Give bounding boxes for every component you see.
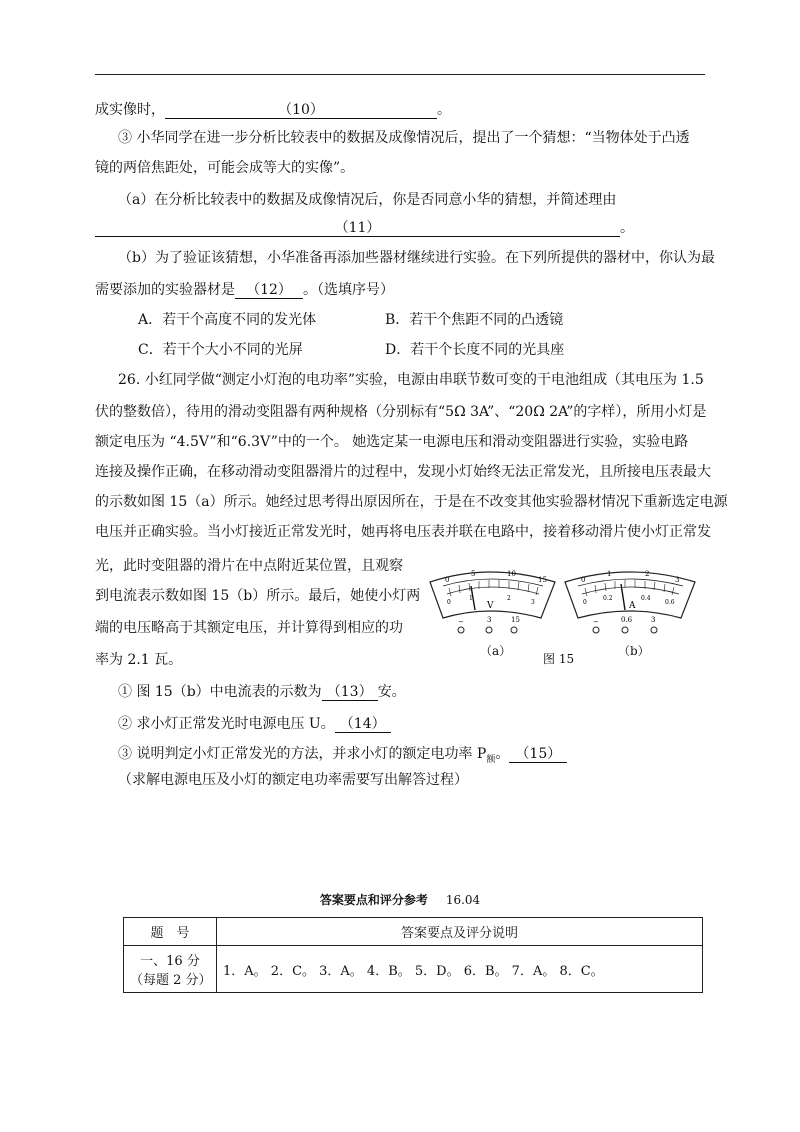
scale-label: 0.2 [603, 595, 613, 602]
figure-caption: 图 15 [543, 652, 575, 666]
option-c[interactable]: C．若干个大小不同的光屏 [138, 342, 303, 358]
table-row [124, 918, 703, 946]
answer-table [123, 917, 703, 993]
scale-label: 5 [471, 570, 476, 578]
figure-15 [425, 560, 707, 680]
figure-label-a: （a） [480, 644, 512, 658]
unit-label: V [487, 601, 494, 611]
q26-line: 的示数如图 15（a）所示。她经过思考得出原因所在，于是在不改变其他实验器材情况下重新选定电源 [95, 494, 728, 510]
terminal-label: 15 [511, 616, 520, 624]
q25-line-blank10: 成实像时， （10） 。 [95, 102, 451, 118]
scale-label: 0 [581, 576, 586, 584]
answer-blank-15[interactable]: （15） [509, 746, 567, 763]
q26-sub1: ① 图 15（b）中电流表的示数为 （13） 安。 [118, 684, 406, 700]
scale-label: 1 [469, 595, 473, 602]
scale-label: 2 [645, 570, 650, 578]
scale-label: 0 [445, 576, 450, 584]
table-cell: 一、16 分 （每题 2 分） [124, 946, 217, 993]
terminal-icon [511, 627, 517, 633]
option-d[interactable]: D．若干个长度不同的光具座 [385, 342, 565, 358]
scale-label: 0.4 [641, 595, 651, 602]
q25-line-blank11: （11） 。 [95, 218, 634, 238]
option-a[interactable]: A．若干个高度不同的发光体 [138, 312, 317, 328]
unit-label: A [629, 601, 636, 611]
q26-line: 伏的整数倍），待用的滑动变阻器有两种规格（分别标有“5Ω 3A”、“20Ω 2A”的字样），所用小灯是 [95, 404, 707, 420]
answer-key-title: 答案要点和评分参考 16.04 [319, 893, 481, 907]
table-row [124, 946, 703, 993]
q26-sub2: ② 求小灯正常发光时电源电压 U。 （14） [118, 714, 391, 734]
q25-part3-line1: ③ 小华同学在进一步分析比较表中的数据及成像情况后，提出了一个猜想：“当物体处于凸透 [118, 130, 690, 146]
q26-line: 额定电压为 “4.5V”和“6.3V”中的一个。 她选定某一电源电压和滑动变阻器进行实验，实验电路 [95, 434, 689, 450]
scale-label: 2 [507, 595, 511, 602]
scale-label: 0 [583, 599, 587, 606]
q26-line: 光，此时变阻器的滑片在中点附近某位置，且观察 [95, 558, 403, 574]
terminal-label: − [593, 618, 599, 626]
terminal-icon [651, 627, 657, 633]
answer-blank-13[interactable]: （13） [322, 684, 378, 701]
terminal-label: 3 [651, 616, 656, 624]
option-b[interactable]: B．若干个焦距不同的凸透镜 [385, 312, 564, 328]
terminal-icon [486, 627, 492, 633]
scale-label: 1 [607, 570, 612, 578]
table-cell: 1．A。 2．C。 3．A。 4．B。 5．D。 6．B。 7．A。 8．C。 [217, 946, 703, 993]
q26-line: 电压并正确实验。当小灯接近正常发光时，她再将电压表并联在电路中，接着移动滑片使小灯正常发 [95, 524, 711, 540]
q26-line: 26. 小红同学做“测定小灯泡的电功率”实验，电源由串联节数可变的干电池组成（其电压为 1.5 [118, 372, 704, 388]
top-rule [95, 74, 705, 75]
q25-part-a: （a）在分析比较表中的数据及成像情况后，你是否同意小华的猜想，并简述理由 [118, 192, 617, 208]
q26-line: 到电流表示数如图 15（b）所示。最后，她使小灯两 [95, 588, 421, 604]
terminal-icon [622, 627, 628, 633]
terminal-label: 0.6 [621, 616, 633, 624]
q26-line: 端的电压略高于其额定电压，并计算得到相应的功 [95, 620, 403, 636]
scale-label: 10 [507, 570, 516, 578]
terminal-icon [593, 627, 599, 633]
answer-blank-10[interactable]: （10） [165, 102, 437, 119]
scale-label: 0.6 [665, 599, 675, 606]
scale-label: 0 [447, 599, 451, 606]
header-cell: 答案要点及评分说明 [217, 918, 703, 946]
q26-note: （求解电源电压及小灯的额定电功率需要写出解答过程） [118, 772, 468, 788]
header-cell: 题 号 [124, 918, 217, 946]
terminal-icon [458, 627, 464, 633]
voltmeter-a [430, 570, 555, 633]
ammeter-b [565, 570, 695, 633]
terminal-label: − [458, 618, 464, 626]
terminal-label: 3 [487, 616, 492, 624]
q25-part-b-line2: 需要添加的实验器材是 （12） 。（选填序号） [95, 282, 394, 298]
answer-key-date: 16.04 [445, 893, 481, 907]
scale-label: 15 [538, 576, 547, 584]
q26-line: 连接及操作正确，在移动滑动变阻器滑片的过程中，发现小灯始终无法正常发光，且所接电压表最大 [95, 464, 711, 480]
q26-line: 率为 2.1 瓦。 [95, 652, 183, 668]
scale-label: 3 [675, 576, 680, 584]
figure-label-b: （b） [618, 644, 650, 658]
answer-blank-11[interactable]: （11） [95, 220, 620, 237]
answer-blank-14[interactable]: （14） [335, 716, 391, 733]
q26-sub3: ③ 说明判定小灯正常发光的方法，并求小灯的额定电功率 $P_额$。 （15） [118, 744, 567, 770]
q25-part-b-line1: （b）为了验证该猜想，小华准备再添加些器材继续进行实验。在下列所提供的器材中，你认为最 [118, 250, 715, 266]
answer-blank-12[interactable]: （12） [235, 282, 303, 299]
q25-part3-line2: 镜的两倍焦距处，可能会成等大的实像”。 [95, 160, 355, 176]
scale-label: 3 [531, 599, 535, 606]
